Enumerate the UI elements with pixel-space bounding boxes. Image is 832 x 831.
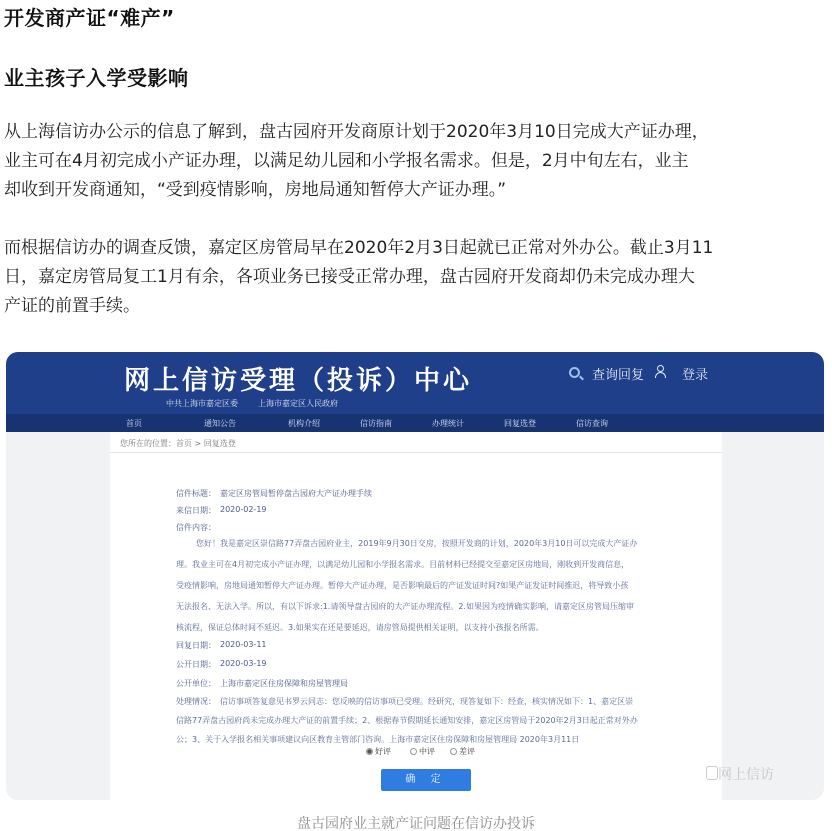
watermark-icon bbox=[706, 766, 718, 780]
user-icon bbox=[654, 365, 666, 379]
site-header bbox=[6, 352, 824, 414]
paragraph-line: 产证的前置手续。 bbox=[4, 296, 140, 316]
title-label: 信件标题： bbox=[176, 489, 216, 498]
content-line: 理。我业主可在4月初完成小产证办理，以满足幼儿园和小学报名需求。目前材料已经提交至嘉定区房地局，刚收到开发商信息， bbox=[176, 560, 630, 569]
content-line: 无法报名、无法入学。所以，有以下诉求:1.请领导盘古园府的大产证办理流程。2.如果因为疫情确实影响，请嘉定区房管局压缩审 bbox=[176, 602, 634, 611]
handling-line: 信路77弄盘古园府尚未完成办理大产证的前置手续；2、根据春节假期延长通知安排，嘉定区房管局于2020年2月3日起正常对外办 bbox=[176, 716, 638, 725]
site-nav bbox=[6, 414, 824, 432]
publish-date-label: 公开日期： bbox=[176, 660, 216, 669]
nav-item: 通知公告 bbox=[204, 419, 236, 428]
publish-date-value: 2020-03-19 bbox=[220, 659, 267, 668]
query-reply-link: 查询回复 bbox=[592, 368, 645, 383]
content-label: 信件内容： bbox=[176, 523, 216, 532]
paragraph-line: 而根据信访办的调查反馈，嘉定区房管局早在2020年2月3日起就已正常对外办公。截止3月11 bbox=[4, 238, 714, 258]
site-subtitle-right: 上海市嘉定区人民政府 bbox=[258, 399, 338, 408]
radio-icon bbox=[366, 748, 373, 755]
rating-bad: 差评 bbox=[450, 746, 475, 757]
date-label: 来信日期： bbox=[176, 506, 216, 515]
unit-label: 公开单位： bbox=[176, 679, 216, 688]
site-subtitle-left: 中共上海市嘉定区委 bbox=[166, 399, 238, 408]
divider bbox=[110, 452, 722, 453]
search-icon bbox=[569, 367, 580, 378]
login-link: 登录 bbox=[682, 368, 709, 383]
paragraph-line: 从上海信访办公示的信息了解到，盘古园府开发商原计划于2020年3月10日完成大产证办理， bbox=[4, 122, 709, 142]
paragraph-line: 业主可在4月初完成小产证办理，以满足幼儿园和小学报名需求。但是，2月中旬左右，业主 bbox=[4, 151, 689, 171]
title-value: 嘉定区房管局暂停盘古园府大产证办理手续 bbox=[220, 489, 372, 498]
radio-icon bbox=[410, 748, 417, 755]
article-paragraph-1 bbox=[4, 118, 828, 205]
nav-item: 首页 bbox=[126, 419, 142, 428]
nav-item: 回复选登 bbox=[504, 419, 536, 428]
nav-item: 信访指南 bbox=[360, 419, 392, 428]
reply-date-value: 2020-03-11 bbox=[220, 640, 267, 649]
site-title: 网上信访受理（投诉）中心 bbox=[124, 366, 473, 396]
complaint-screenshot bbox=[6, 352, 824, 800]
paragraph-line: 日，嘉定房管局复工1月有余，各项业务已接受正常办理，盘古园府开发商却仍未完成办理大 bbox=[4, 267, 695, 287]
image-caption: 盘古园府业主就产证问题在信访办投诉 bbox=[297, 816, 535, 831]
article-paragraph-2 bbox=[4, 234, 828, 321]
reply-date-label: 回复日期： bbox=[176, 641, 216, 650]
content-line: 您好！我是嘉定区崇信路77弄盘古园府业主，2019年9月30日交房，按照开发商的计划，2020年3月10日可以完成大产证办 bbox=[196, 539, 638, 548]
handling-line: 信访事项答复意见书罗云同志：您反映的信访事项已受理。经研究，现答复如下：经查，核实情况如下：1、嘉定区崇 bbox=[220, 697, 634, 706]
nav-item: 办理统计 bbox=[432, 419, 464, 428]
breadcrumb: 您所在的位置：首页 > 回复选登 bbox=[120, 439, 236, 448]
content-line: 核流程，保证总体时间不延迟。3.如果实在还是要延迟，请房管局提供相关证明，以支持小孩报名所需。 bbox=[176, 623, 544, 632]
handling-line: 公；3、关于入学报名相关事项建议向区教育主管部门咨询。上海市嘉定区住房保障和房屋管理局 2020年3月11日 bbox=[176, 735, 580, 744]
paragraph-line: 却收到开发商通知，“受到疫情影响，房地局通知暂停大产证办理。” bbox=[4, 180, 507, 200]
nav-item: 信访查询 bbox=[576, 419, 608, 428]
nav-item: 机构介绍 bbox=[288, 419, 320, 428]
content-line: 受疫情影响，房地局通知暂停大产证办理。暂停大产证办理，是否影响最后的产证发证时间?如果产证发证时间推迟，将导致小孩 bbox=[176, 581, 629, 590]
watermark: 网上信访 bbox=[718, 767, 774, 783]
handling-label: 处理情况： bbox=[176, 697, 216, 706]
rating-medium: 中评 bbox=[410, 746, 435, 757]
confirm-button: 确 定 bbox=[381, 769, 471, 791]
unit-value: 上海市嘉定区住房保障和房屋管理局 bbox=[220, 679, 348, 688]
date-value: 2020-02-19 bbox=[220, 505, 267, 514]
rating-good: 好评 bbox=[366, 746, 391, 757]
article-heading-1: 开发商产证“难产” bbox=[4, 6, 175, 30]
radio-icon bbox=[450, 748, 457, 755]
reply-detail-panel bbox=[110, 432, 722, 800]
article-heading-2: 业主孩子入学受影响 bbox=[4, 66, 189, 90]
